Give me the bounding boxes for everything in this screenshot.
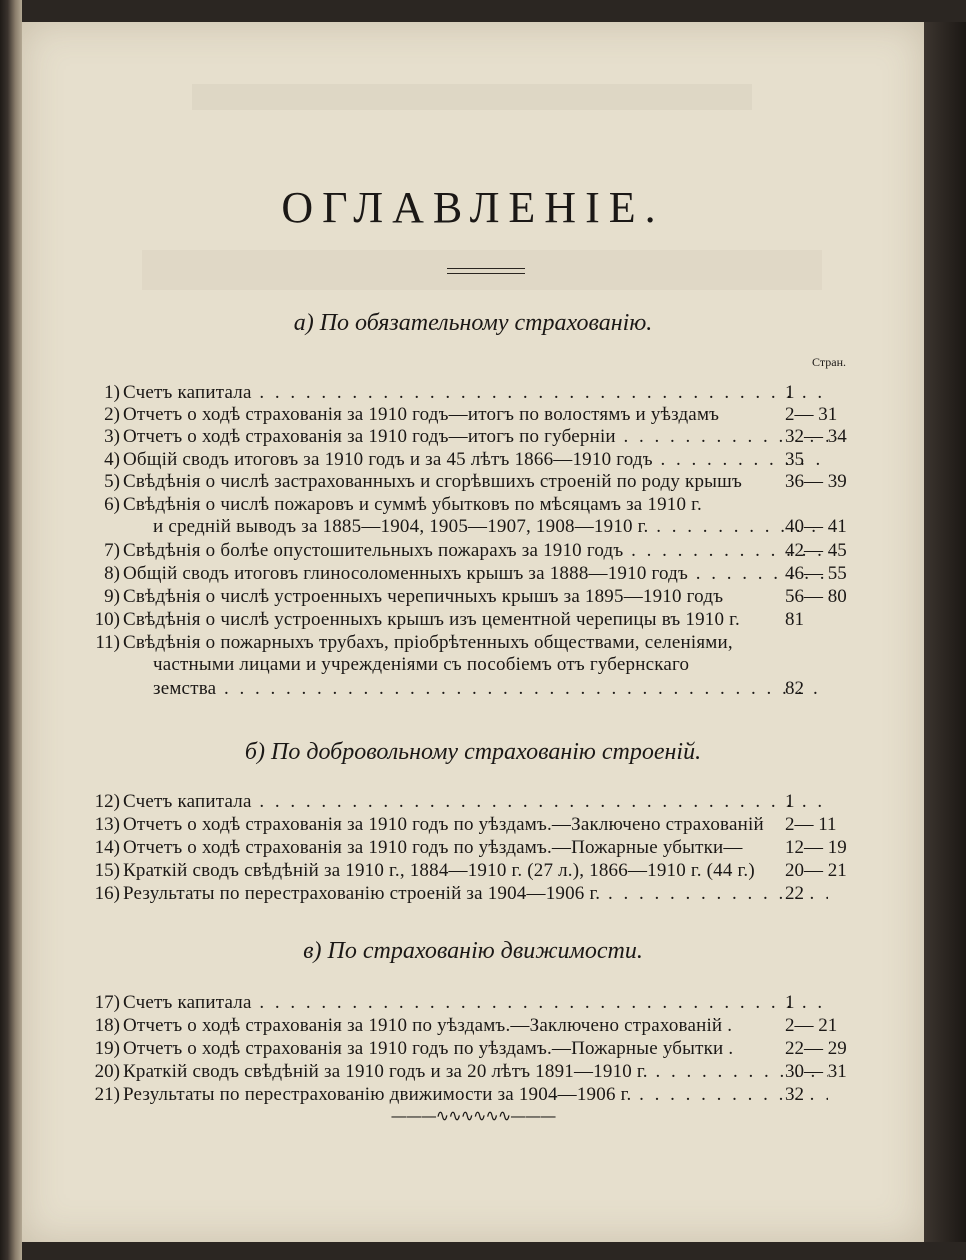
entry-number: 6) xyxy=(104,494,120,515)
entry-number: 5) xyxy=(104,471,120,492)
entry-number: 13) xyxy=(94,814,120,835)
entry-text: Свѣдѣнія о пожарныхъ трубахъ, пріобрѣтенныхъ обществами, селеніями, xyxy=(123,632,733,653)
toc-entry xyxy=(77,791,877,813)
entry-number: 21) xyxy=(94,1084,120,1105)
entry-text: Общій сводъ итоговъ за 1910 годъ и за 45 лѣтъ 1866—1910 годъ . . . xyxy=(123,449,828,471)
toc-entry xyxy=(77,814,877,836)
entry-text: Отчетъ о ходѣ страхованія за 1910 по уѣздамъ.—Заключено страхованій . xyxy=(123,1015,733,1036)
toc-entry xyxy=(77,1015,877,1037)
section-heading-v: в) По страхованію движимости. xyxy=(303,938,643,964)
bleed-through-shadow xyxy=(192,84,752,110)
entry-pages: 1 xyxy=(785,791,795,812)
book-cover-edge xyxy=(924,22,966,1242)
entry-number: 10) xyxy=(94,609,120,630)
toc-entry xyxy=(77,1084,877,1106)
toc-entry-continuation xyxy=(77,654,877,676)
section-heading-a: а) По обязательному страхованію. xyxy=(293,310,653,336)
entry-pages: 30— 31 xyxy=(785,1061,847,1082)
entry-pages: 12— 19 xyxy=(785,837,847,858)
toc-entry xyxy=(77,471,877,493)
entry-pages: 81 xyxy=(785,609,804,630)
toc-entry xyxy=(77,540,877,562)
entry-number: 1) xyxy=(104,382,120,403)
entry-pages: 32— 34 xyxy=(785,426,847,447)
entry-text: Результаты по перестрахованію движимости за 1904—1906 г. . . . xyxy=(123,1084,828,1106)
entry-number: 17) xyxy=(94,992,120,1013)
entry-text: Свѣдѣнія о числѣ застрахованныхъ и сгорѣвшихъ строеній по роду крышъ xyxy=(123,471,743,492)
entry-number: 8) xyxy=(104,563,120,584)
toc-entry xyxy=(77,449,877,471)
entry-text: Отчетъ о ходѣ страхованія за 1910 годъ по уѣздамъ.—Заключено страхованій xyxy=(123,814,764,835)
entry-text: Свѣдѣнія о болѣе опустошительныхъ пожарахъ за 1910 годъ . . . xyxy=(123,540,828,562)
entry-pages: 42— 45 xyxy=(785,540,847,561)
entry-pages: 2— 11 xyxy=(785,814,837,835)
document-page xyxy=(22,22,924,1242)
entry-text: частными лицами и учрежденіями съ пособіемъ отъ губернскаго xyxy=(153,654,690,675)
entry-text: Краткій сводъ свѣдѣній за 1910 г., 1884—1910 г. (27 л.), 1866—1910 г. (44 г.) xyxy=(123,860,755,881)
entry-pages: 22 xyxy=(785,883,804,904)
toc-entry xyxy=(77,1061,877,1083)
entry-text: Свѣдѣнія о числѣ устроенныхъ крышъ изъ цементной черепицы въ 1910 г. xyxy=(123,609,740,630)
entry-pages: 22— 29 xyxy=(785,1038,847,1059)
toc-entry xyxy=(77,1038,877,1060)
entry-pages: 2— 31 xyxy=(785,404,838,425)
toc-entry xyxy=(77,404,877,426)
entry-text: Счетъ капитала . . . xyxy=(123,791,828,813)
entry-text: Общій сводъ итоговъ глиносоломенныхъ крышъ за 1888—1910 годъ . . . xyxy=(123,563,828,585)
entry-text: Результаты по перестрахованію строеній за 1904—1906 г. . . . xyxy=(123,883,828,905)
book-spine xyxy=(0,0,22,1260)
entry-number: 19) xyxy=(94,1038,120,1059)
toc-entry xyxy=(77,860,877,882)
toc-entry xyxy=(77,992,877,1014)
entry-pages: 56— 80 xyxy=(785,586,847,607)
entry-pages: 82 xyxy=(785,678,804,699)
entry-pages: 1 xyxy=(785,992,795,1013)
toc-entry xyxy=(77,586,877,608)
entry-pages: 1 xyxy=(785,382,795,403)
entry-text: Свѣдѣнія о числѣ пожаровъ и суммѣ убытковъ по мѣсяцамъ за 1910 г. xyxy=(123,494,702,515)
entry-pages: 36— 39 xyxy=(785,471,847,492)
entry-pages: 2— 21 xyxy=(785,1015,838,1036)
entry-pages: 32 xyxy=(785,1084,804,1105)
toc-entry-continuation xyxy=(77,516,877,538)
entry-pages: 35 xyxy=(785,449,804,470)
entry-pages: 46— 55 xyxy=(785,563,847,584)
page-column-label: Стран. xyxy=(812,355,846,369)
entry-number: 2) xyxy=(104,404,120,425)
toc-entry xyxy=(77,837,877,859)
toc-entry xyxy=(77,883,877,905)
entry-number: 20) xyxy=(94,1061,120,1082)
toc-entry xyxy=(77,609,877,631)
toc-entry xyxy=(77,382,877,404)
entry-text: Отчетъ о ходѣ страхованія за 1910 годъ по уѣздамъ.—Пожарные убытки . xyxy=(123,1038,734,1059)
entry-text: и средній выводъ за 1885—1904, 1905—1907, 1908—1910 г. . . . xyxy=(153,516,828,538)
entry-text: земства . . . xyxy=(153,678,828,700)
entry-text: Счетъ капитала . . . xyxy=(123,992,828,1014)
entry-number: 3) xyxy=(104,426,120,447)
entry-number: 14) xyxy=(94,837,120,858)
entry-number: 16) xyxy=(94,883,120,904)
entry-text: Свѣдѣнія о числѣ устроенныхъ черепичныхъ крышъ за 1895—1910 годъ xyxy=(123,586,724,607)
toc-entry xyxy=(77,563,877,585)
toc-entry xyxy=(77,632,877,654)
entry-text: Счетъ капитала . . . xyxy=(123,382,828,404)
page-title: ОГЛАВЛЕНІЕ. xyxy=(281,183,665,232)
entry-number: 4) xyxy=(104,449,120,470)
title-double-rule xyxy=(447,268,525,274)
toc-entry-continuation xyxy=(77,678,877,700)
entry-text: Краткій сводъ свѣдѣній за 1910 годъ и за 20 лѣтъ 1891—1910 г. . . . xyxy=(123,1061,828,1083)
entry-text: Отчетъ о ходѣ страхованія за 1910 годъ—итогъ по губерніи . . . xyxy=(123,426,828,448)
entry-text: Отчетъ о ходѣ страхованія за 1910 годъ по уѣздамъ.—Пожарные убытки— xyxy=(123,837,743,858)
entry-number: 9) xyxy=(104,586,120,607)
entry-number: 15) xyxy=(94,860,120,881)
entry-number: 7) xyxy=(104,540,120,561)
entry-number: 11) xyxy=(95,632,120,653)
footer-ornament: ———∿∿∿∿∿∿——— xyxy=(390,1106,556,1125)
section-heading-b: б) По добровольному страхованію строеній. xyxy=(244,739,702,765)
entry-number: 12) xyxy=(94,791,120,812)
toc-entry xyxy=(77,494,877,516)
toc-entry xyxy=(77,426,877,448)
entry-number: 18) xyxy=(94,1015,120,1036)
entry-pages: 20— 21 xyxy=(785,860,847,881)
entry-text: Отчетъ о ходѣ страхованія за 1910 годъ—итогъ по волостямъ и уѣздамъ xyxy=(123,404,720,425)
entry-pages: 40— 41 xyxy=(785,516,847,537)
